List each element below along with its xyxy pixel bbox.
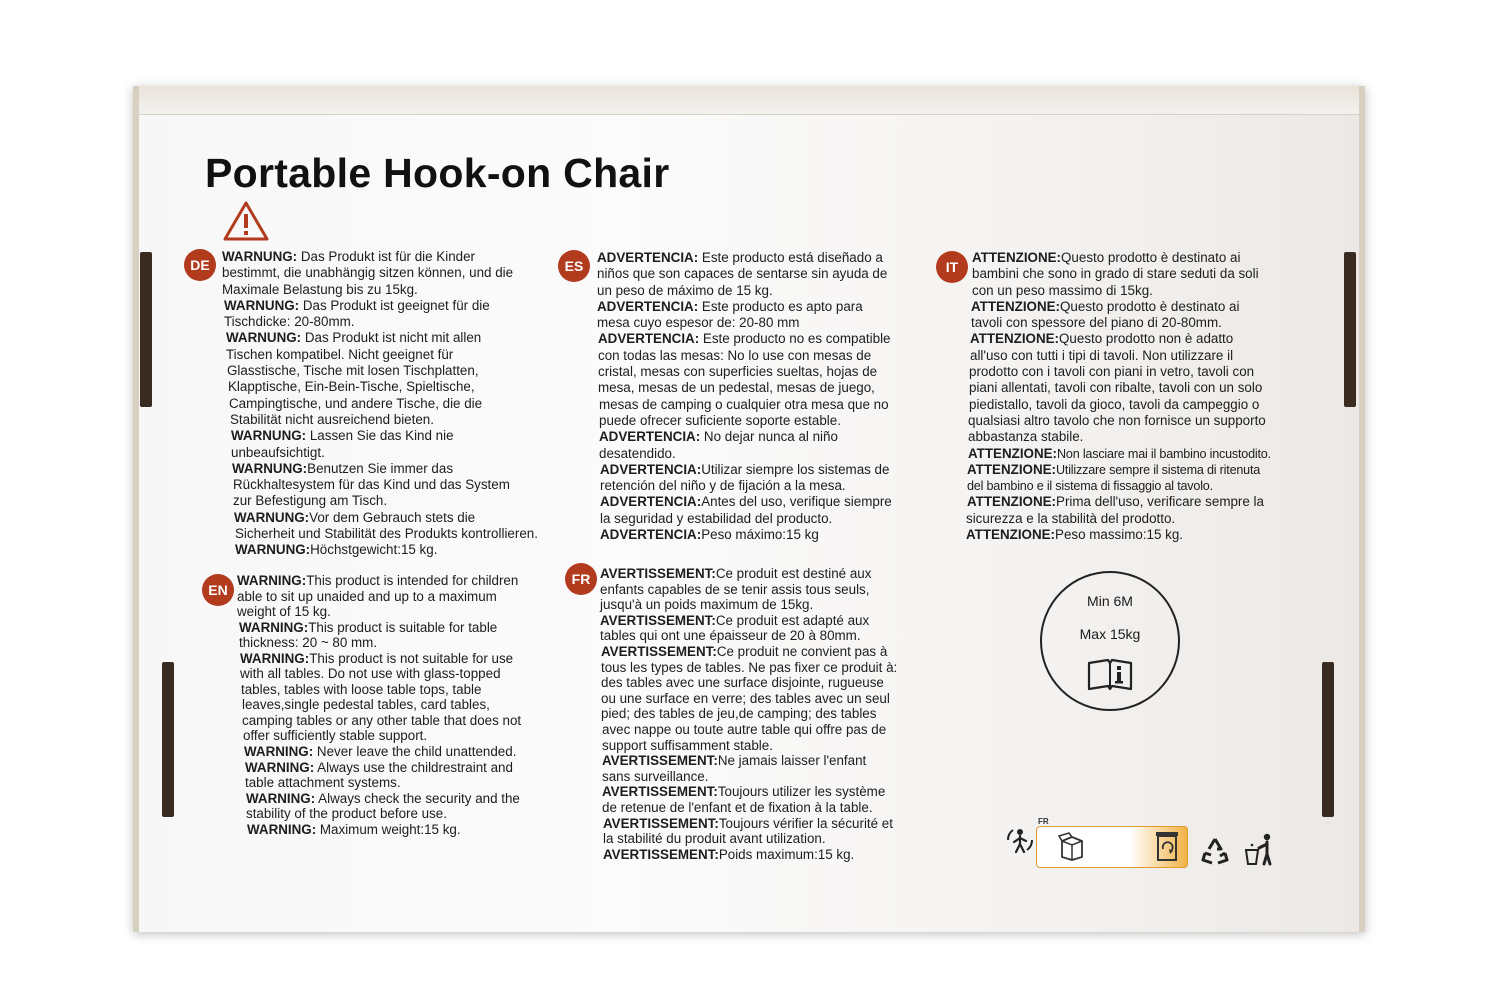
handle-slot-right-top xyxy=(1344,252,1356,407)
tidyman-icon xyxy=(1243,832,1277,866)
warning-block-it: ATTENZIONE:Questo prodotto è destinato ai bambini che sono in grado di stare seduti da soli con un peso massimo di 15kg. ATTENZIONE:Questo prodotto è destinato ai tavoli con spessore del piano di 20-80mm. ATTENZIONE:Questo prodotto non è adatto all'uso con tutti i tipi di tavoli. Non utilizzare il prodotto con i tavoli con piani in vetro, tavoli con piani allentati, tavoli con ribalte, tavoli con un solo piedistallo, tavoli da gioco, tavoli da campeggio o qualsiasi altro tavolo che non fornisce un supporto abbastanza stabile. ATTENZIONE:Non lasciare mai il bambino incustodito. ATTENZIONE:Utilizzare sempre il sistema di ritenuta del bambino e il sistema di fissaggio al tavolo. ATTENZIONE:Prima dell'uso, verificare sempre la sicurezza e la stabilità del prodotto. ATTENZIONE:Peso massimo:15 kg. xyxy=(966,250,1271,543)
box-edge-right xyxy=(1359,86,1365,932)
box-lid xyxy=(133,86,1365,115)
age-weight-badge xyxy=(1040,571,1180,711)
recycling-bin-icon xyxy=(1152,829,1182,863)
lang-badge-de: DE xyxy=(184,249,216,281)
recycle-icon xyxy=(1200,836,1230,866)
fr-sorting-label: FR xyxy=(1038,817,1049,826)
warning-block-de: WARNUNG: Das Produkt ist für die Kinder bestimmt, die unabhängig sitzen können, und die Maximale Belastung bis zu 15kg. WARNUNG: Das Produkt ist geeignet für die Tischdicke: 20-80mm. WARNUNG: Das Produkt ist nicht mit allen Tischen kompatibel. Nicht geeignet für Glasstische, Tische mit losen Tischplatten, Klapptische, Ein-Bein-Tische, Spieltische, Campingtische, und andere Tische, die die Stabilität nicht ausreichend bieten. WARNUNG: Lassen Sie das Kind nie unbeaufsichtigt. WARNUNG:Benutzen Sie immer das Rückhaltesystem für das Kind und das System zur Befestigung am Tisch. WARNUNG:Vor dem Gebrauch stets die Sicherheit und Stabilität des Produkts kontrollieren. WARNUNG:Höchstgewicht:15 kg. xyxy=(222,249,538,558)
lang-badge-en: EN xyxy=(202,574,234,606)
handle-slot-left-bottom xyxy=(162,662,174,817)
warning-triangle-icon xyxy=(222,200,270,242)
warning-block-en: WARNING:This product is intended for children able to sit up unaided and up to a maximum weight of 15 kg. WARNING:This product is suitable for table thickness: 20 ~ 80 mm. WARNING:This product is not suitable for use with all tables. Do not use with glass-topped tables, tables with loose table tops, table leaves,single pedestal tables, card tables, camping tables or any other table that does not offer sufficiently stable support. WARNING: Never leave the child unattended. WARNING: Always use the childrestraint and table attachment systems. WARNING: Always check the security and the stability of the product before use. WARNING: Maximum weight:15 kg. xyxy=(237,573,522,837)
max-weight-label: Max 15kg xyxy=(1079,626,1141,642)
handle-slot-left-top xyxy=(140,252,152,407)
handle-slot-right-bottom xyxy=(1322,662,1334,817)
box-icon xyxy=(1058,831,1086,861)
warning-block-fr: AVERTISSEMENT:Ce produit est destiné aux enfants capables de se tenir assis tous seuls, jusqu'à un poids maximum de 15kg. AVERTISSEMENT:Ce produit est adapté aux tables qui ont une épaisseur de 20 à 80mm. AVERTISSEMENT:Ce produit ne convient pas à tous les types de tables. Ne pas fixer ce produit à: des tables avec une surface disjointe, rugueuse ou une surface en verre; des tables avec un seul pied; des tables de jeu,de camping; des tables avec nappe ou toute autre table qui offre pas de support suffisamment stable. AVERTISSEMENT:Ne jamais laisser l'enfant sans surveillance. AVERTISSEMENT:Toujours utilizer les système de retenue de l'enfant et de fixation à la table. AVERTISSEMENT:Toujours vérifier la sécurité et la stabilité du produit avant utilization. AVERTISSEMENT:Poids maximum:15 kg. xyxy=(600,566,898,862)
min-age-label: Min 6M xyxy=(1087,593,1133,609)
lang-badge-it: IT xyxy=(936,251,968,283)
warning-block-es: ADVERTENCIA: Este producto está diseñado a niños que son capaces de sentarse sin ayuda de un peso de máximo de 15 kg. ADVERTENCIA: Este producto es apto para mesa cuyo espesor de: 20-80 mm ADVERTENCIA: Este producto no es compatible con todas las mesas: No lo use con mesas de cristal, mesas con superficies sueltas, hojas de mesa, mesas de un pedestal, mesas de juego, mesas de camping o cualquier otra mesa que no puede ofrecer suficiente soporte estable. ADVERTENCIA: No dejar nunca al niño desatendido. ADVERTENCIA:Utilizar siempre los sistemas de retención del niño y de fijación a la mesa. ADVERTENCIA:Antes del uso, verifique siempre la seguridad y estabilidad del producto. ADVERTENCIA:Peso máximo:15 kg xyxy=(597,250,892,543)
lang-badge-fr: FR xyxy=(565,563,597,595)
box-edge-left xyxy=(133,86,139,932)
product-title: Portable Hook-on Chair xyxy=(205,150,670,196)
read-instructions-icon xyxy=(1086,657,1134,693)
triman-icon xyxy=(1005,826,1035,854)
lang-badge-es: ES xyxy=(558,250,590,282)
